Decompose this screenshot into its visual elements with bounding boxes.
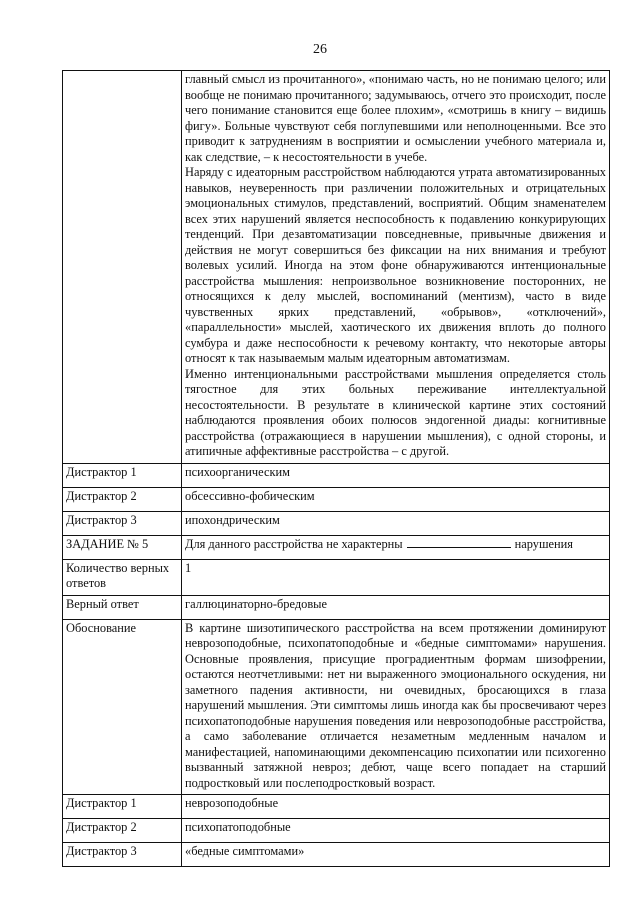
justification-label: Обоснование xyxy=(63,619,182,795)
correct-answer-value: галлюцинаторно-бредовые xyxy=(182,595,610,619)
answer-count-label: Количество верных ответов xyxy=(63,559,182,595)
answer-count-value: 1 xyxy=(182,559,610,595)
task-5-distractor-3-value: «бедные симптомами» xyxy=(182,843,610,867)
task-5-distractor-1-label: Дистрактор 1 xyxy=(63,795,182,819)
answer-count-row xyxy=(63,559,610,595)
task-5-text-after: нарушения xyxy=(514,536,573,551)
distractor-row xyxy=(63,795,610,819)
correct-answer-row xyxy=(63,595,610,619)
task-5-distractor-3-label: Дистрактор 3 xyxy=(63,843,182,867)
continuation-paragraph-3: Именно интенциональными расстройствами мышления определяется столь тягостное для этих больных переживание интеллектуальной несостоятельности. В результате в клинической картине этих состояний наблюдаются проявления обоих полюсов эндогенной диады: когнитивные расстройства (отражающиеся в нарушении мышления), с одной стороны, и атипичные аффективные расстройства – с другой. xyxy=(185,366,606,458)
correct-answer-label: Верный ответ xyxy=(63,595,182,619)
continuation-paragraph-2: Наряду с идеаторным расстройством наблюдаются утрата автоматизированных навыков, неуверенность при различении положительных и отрицательных эмоциональных стимулов, представлений, восприятий. Общим знаменателем всех этих нарушений является неспособность к подавлению конкурирующих тенденций. При дезавтоматизации повседневные, привычные движения и действия не могут совершиться без фиксации на них внимания и требуют волевых усилий. Иногда на этом фоне обнаруживаются интенциональные расстройства мышления: непроизвольное возникновение посторонних, не относящихся к делу мыслей, воспоминаний (ментизм), часто в виде чувственных ярких представлений, «обрывов», «отключений», «параллельности» мыслей, хаотического их движения вплоть до полного сумбура и даже неспособности к речевому контакту, что некоторые авторы относят к так называемым малым идеаторным автоматизмам. xyxy=(185,165,606,365)
task-5-row xyxy=(63,535,610,559)
answer-blank xyxy=(407,537,511,548)
distractor-3-value: ипохондрическим xyxy=(182,511,610,535)
task-5-distractor-2-label: Дистрактор 2 xyxy=(63,819,182,843)
justification-text: В картине шизотипического расстройства на всем протяжении доминируют неврозоподобные, психопатоподобные и «бедные симптомами» нарушения. Основные проявления, присущие проградиентным формам шизофрении, остаются неотчетливыми: нет ни выраженного эмоционального оскудения, ни заметного падения активности, ни очевидных, бросающихся в глаза нарушений мышления. Эти симптомы лишь иногда как бы просвечивают через психопатоподобные нарушения поведения или неврозоподобные расстройства, а само заболевание отличается незаметным медленным началом и манифестацией, напоминающими декомпенсацию психопатии или психогенно вызванный затяжной невроз; дебют, чаще всего попадает на старший подростковый или послеподростковый возраст. xyxy=(182,619,610,795)
page-number: 26 xyxy=(313,42,327,57)
distractor-3-label: Дистрактор 3 xyxy=(63,511,182,535)
distractor-row xyxy=(63,511,610,535)
task-table xyxy=(62,70,610,867)
distractor-row xyxy=(63,487,610,511)
task-5-distractor-2-value: психопатоподобные xyxy=(182,819,610,843)
distractor-row xyxy=(63,463,610,487)
task-5-question xyxy=(182,535,610,559)
distractor-2-value: обсессивно-фобическим xyxy=(182,487,610,511)
continuation-label-cell xyxy=(63,71,182,464)
task-5-label: ЗАДАНИЕ № 5 xyxy=(63,535,182,559)
distractor-row xyxy=(63,819,610,843)
task-5-text-before: Для данного расстройства не характерны xyxy=(185,536,403,551)
distractor-1-value: психоорганическим xyxy=(182,463,610,487)
distractor-row xyxy=(63,843,610,867)
distractor-2-label: Дистрактор 2 xyxy=(63,487,182,511)
continuation-row xyxy=(63,71,610,464)
distractor-1-label: Дистрактор 1 xyxy=(63,463,182,487)
continuation-paragraph-1: главный смысл из прочитанного», «понимаю часть, но не понимаю целого; или вообще не понимаю прочитанного; задумываюсь, отчего это происходит, после чего понимание становится еще более плохим», «смотришь в книгу – видишь фигу». Больные чувствуют себя поглупевшими или неполноценными. Все это приводит к затруднениям в восприятии и осмыслении учебного материала и, как следствие, – к несостоятельности в учебе. xyxy=(185,72,606,164)
task-5-distractor-1-value: неврозоподобные xyxy=(182,795,610,819)
justification-row xyxy=(63,619,610,795)
continuation-text-cell xyxy=(182,71,610,464)
